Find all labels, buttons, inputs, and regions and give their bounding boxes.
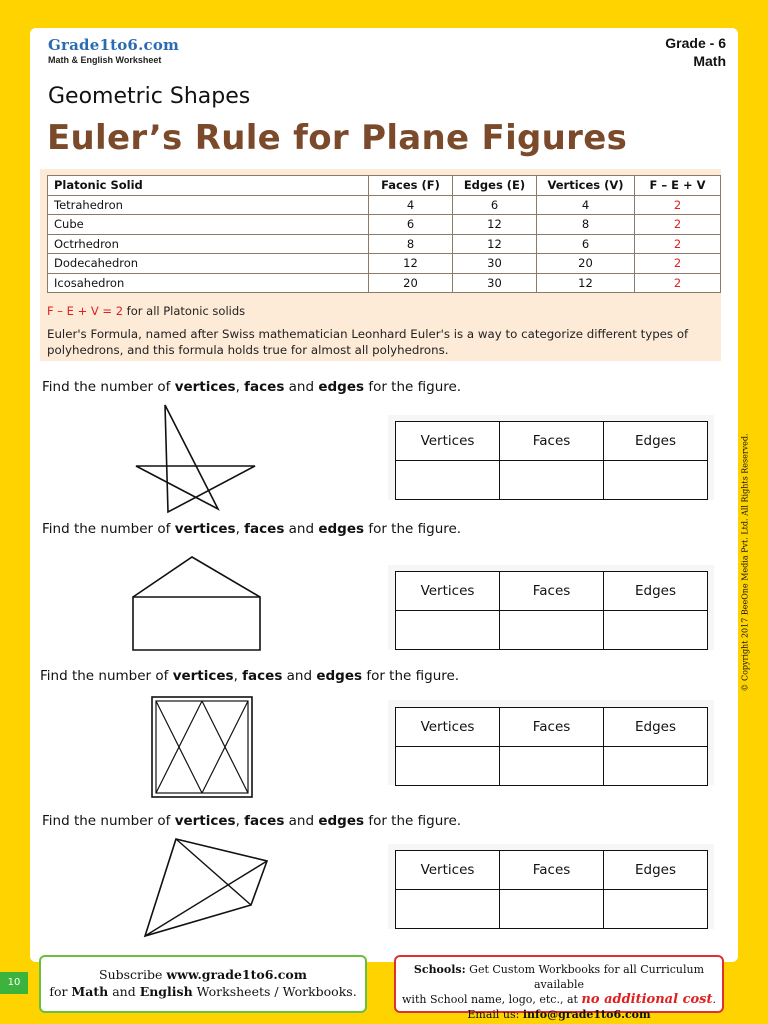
answer-header-row xyxy=(396,851,708,890)
platonic-solids-table xyxy=(47,175,721,293)
q-word-edges: edges xyxy=(318,521,365,537)
q-word-vertices: vertices xyxy=(172,668,234,684)
copyright-notice xyxy=(738,430,752,700)
answer-header-row xyxy=(396,708,708,747)
answer-table-2 xyxy=(395,571,708,650)
email-link[interactable]: info@grade1to6.com xyxy=(522,1008,651,1021)
question-1 xyxy=(42,379,461,395)
table-row xyxy=(48,215,721,235)
table-cell: 12 xyxy=(453,234,537,254)
answer-table-1 xyxy=(395,421,708,500)
subscribe-link[interactable]: www.grade1to6.com xyxy=(166,967,307,982)
schools-line-1 xyxy=(396,962,722,992)
schools-line-2 xyxy=(396,992,722,1007)
q-word-vertices: vertices xyxy=(174,521,236,537)
subscribe-english: English xyxy=(139,984,193,999)
edges-header: Edges xyxy=(604,708,708,747)
q-suffix: for the figure. xyxy=(362,668,460,684)
table-row xyxy=(48,273,721,293)
logo-text: Grade1to6.com xyxy=(48,36,180,54)
table-cell: 12 xyxy=(369,254,453,274)
table-cell: 4 xyxy=(369,195,453,215)
edges-answer-cell[interactable] xyxy=(604,890,708,929)
table-cell: 12 xyxy=(537,273,635,293)
edges-answer-cell[interactable] xyxy=(604,611,708,650)
subscribe-math: Math xyxy=(71,984,109,999)
table-cell: Octrhedron xyxy=(48,234,369,254)
q-suffix: for the figure. xyxy=(364,521,462,537)
answer-header-row xyxy=(396,572,708,611)
page-number: 10 xyxy=(0,972,28,994)
star-figure xyxy=(130,400,260,515)
table-cell: 2 xyxy=(635,215,721,235)
col-header: Platonic Solid xyxy=(48,176,369,196)
table-cell: 6 xyxy=(537,234,635,254)
q-word-vertices: vertices xyxy=(174,379,236,395)
schools-label: Schools: xyxy=(413,963,466,976)
edges-answer-cell[interactable] xyxy=(604,461,708,500)
q-word-faces: faces xyxy=(244,379,285,395)
faces-answer-cell[interactable] xyxy=(500,611,604,650)
edges-header: Edges xyxy=(604,572,708,611)
question-3 xyxy=(40,668,459,684)
table-cell: Cube xyxy=(48,215,369,235)
subscribe-text: Worksheets / Workbooks. xyxy=(192,984,357,999)
subject-text: Math xyxy=(693,53,726,69)
q-sep: and xyxy=(284,521,319,537)
vertices-header: Vertices xyxy=(396,851,500,890)
schools-banner[interactable] xyxy=(394,955,724,1021)
q-word-edges: edges xyxy=(318,379,365,395)
q-word-edges: edges xyxy=(318,813,365,829)
vertices-answer-cell[interactable] xyxy=(396,747,500,786)
table-row xyxy=(48,195,721,215)
table-cell: 8 xyxy=(537,215,635,235)
q-sep: , xyxy=(235,521,245,537)
col-header: F – E + V xyxy=(635,176,721,196)
q-prefix: Find the number of xyxy=(40,668,173,684)
vertices-header: Vertices xyxy=(396,572,500,611)
q-sep: and xyxy=(284,813,319,829)
formula-expression: F – E + V = 2 xyxy=(47,304,124,318)
table-cell: 2 xyxy=(635,254,721,274)
schools-text: Get Custom Workbooks for all Curriculum available xyxy=(465,963,705,991)
table-cell: 6 xyxy=(453,195,537,215)
logo-tagline: Math & English Worksheet xyxy=(48,55,162,65)
table-header-row xyxy=(48,176,721,196)
answer-input-row xyxy=(396,890,708,929)
house-figure xyxy=(128,552,266,654)
edges-header: Edges xyxy=(604,851,708,890)
q-prefix: Find the number of xyxy=(42,379,175,395)
subscribe-line-2 xyxy=(41,983,365,1000)
answer-input-row xyxy=(396,611,708,650)
answer-input-row xyxy=(396,461,708,500)
table-row xyxy=(48,254,721,274)
col-header: Faces (F) xyxy=(369,176,453,196)
q-word-vertices: vertices xyxy=(174,813,236,829)
subscribe-text: for xyxy=(49,984,72,999)
answer-table-4 xyxy=(395,850,708,929)
table-cell: 30 xyxy=(453,254,537,274)
table-cell: 4 xyxy=(537,195,635,215)
email-label: Email us: xyxy=(467,1008,523,1021)
schools-line-3 xyxy=(396,1007,722,1022)
table-row xyxy=(48,234,721,254)
subscribe-banner[interactable] xyxy=(39,955,367,1013)
faces-answer-cell[interactable] xyxy=(500,461,604,500)
table-cell: Tetrahedron xyxy=(48,195,369,215)
table-cell: 12 xyxy=(453,215,537,235)
col-header: Edges (E) xyxy=(453,176,537,196)
no-additional-cost: no additional cost xyxy=(581,992,713,1007)
faces-header: Faces xyxy=(500,572,604,611)
answer-table-3 xyxy=(395,707,708,786)
schools-text: . xyxy=(712,993,716,1006)
formula-suffix: for all Platonic solids xyxy=(123,304,246,318)
q-sep: , xyxy=(235,379,245,395)
q-prefix: Find the number of xyxy=(42,521,175,537)
faces-answer-cell[interactable] xyxy=(500,890,604,929)
topic-heading: Geometric Shapes xyxy=(48,84,251,109)
q-sep: and xyxy=(284,379,319,395)
q-sep: , xyxy=(233,668,243,684)
faces-header: Faces xyxy=(500,422,604,461)
grade-label xyxy=(665,34,726,70)
answer-header-row xyxy=(396,422,708,461)
schools-text: with School name, logo, etc., at xyxy=(402,993,582,1006)
q-word-faces: faces xyxy=(244,813,285,829)
kite-figure xyxy=(140,834,272,940)
answer-input-row xyxy=(396,747,708,786)
q-prefix: Find the number of xyxy=(42,813,175,829)
table-cell: Dodecahedron xyxy=(48,254,369,274)
euler-description: Euler's Formula, named after Swiss mathematician Leonhard Euler's is a way to categorize different types of polyhedrons, and this formula holds true for almost all polyhedrons. xyxy=(47,327,689,357)
q-suffix: for the figure. xyxy=(364,379,462,395)
page-title: Euler’s Rule for Plane Figures xyxy=(47,118,628,158)
vertices-answer-cell[interactable] xyxy=(396,461,500,500)
table-cell: 20 xyxy=(369,273,453,293)
table-cell: 2 xyxy=(635,273,721,293)
vertices-answer-cell[interactable] xyxy=(396,890,500,929)
vertices-header: Vertices xyxy=(396,422,500,461)
table-cell: 30 xyxy=(453,273,537,293)
subscribe-line-1 xyxy=(41,966,365,983)
vertices-answer-cell[interactable] xyxy=(396,611,500,650)
table-cell: 6 xyxy=(369,215,453,235)
euler-formula xyxy=(47,304,245,318)
q-suffix: for the figure. xyxy=(364,813,462,829)
faces-header: Faces xyxy=(500,851,604,890)
site-logo[interactable] xyxy=(48,36,179,65)
table-cell: 20 xyxy=(537,254,635,274)
vertices-header: Vertices xyxy=(396,708,500,747)
q-sep: , xyxy=(235,813,245,829)
table-cell: Icosahedron xyxy=(48,273,369,293)
q-word-faces: faces xyxy=(242,668,283,684)
faces-answer-cell[interactable] xyxy=(500,747,604,786)
grade-text: Grade - 6 xyxy=(665,35,726,51)
edges-header: Edges xyxy=(604,422,708,461)
table-cell: 8 xyxy=(369,234,453,254)
faces-header: Faces xyxy=(500,708,604,747)
q-word-faces: faces xyxy=(244,521,285,537)
edges-answer-cell[interactable] xyxy=(604,747,708,786)
subscribe-text: and xyxy=(108,984,140,999)
subscribe-text: Subscribe xyxy=(99,967,167,982)
q-word-edges: edges xyxy=(316,668,363,684)
col-header: Vertices (V) xyxy=(537,176,635,196)
question-4 xyxy=(42,813,461,829)
table-cell: 2 xyxy=(635,195,721,215)
q-sep: and xyxy=(282,668,317,684)
question-2 xyxy=(42,521,461,537)
copyright-text: © Copyright 2017 BeeOne Media Pvt. Ltd. All Rights Reserved. xyxy=(740,433,750,692)
table-cell: 2 xyxy=(635,234,721,254)
crossed-square-figure xyxy=(148,693,256,801)
